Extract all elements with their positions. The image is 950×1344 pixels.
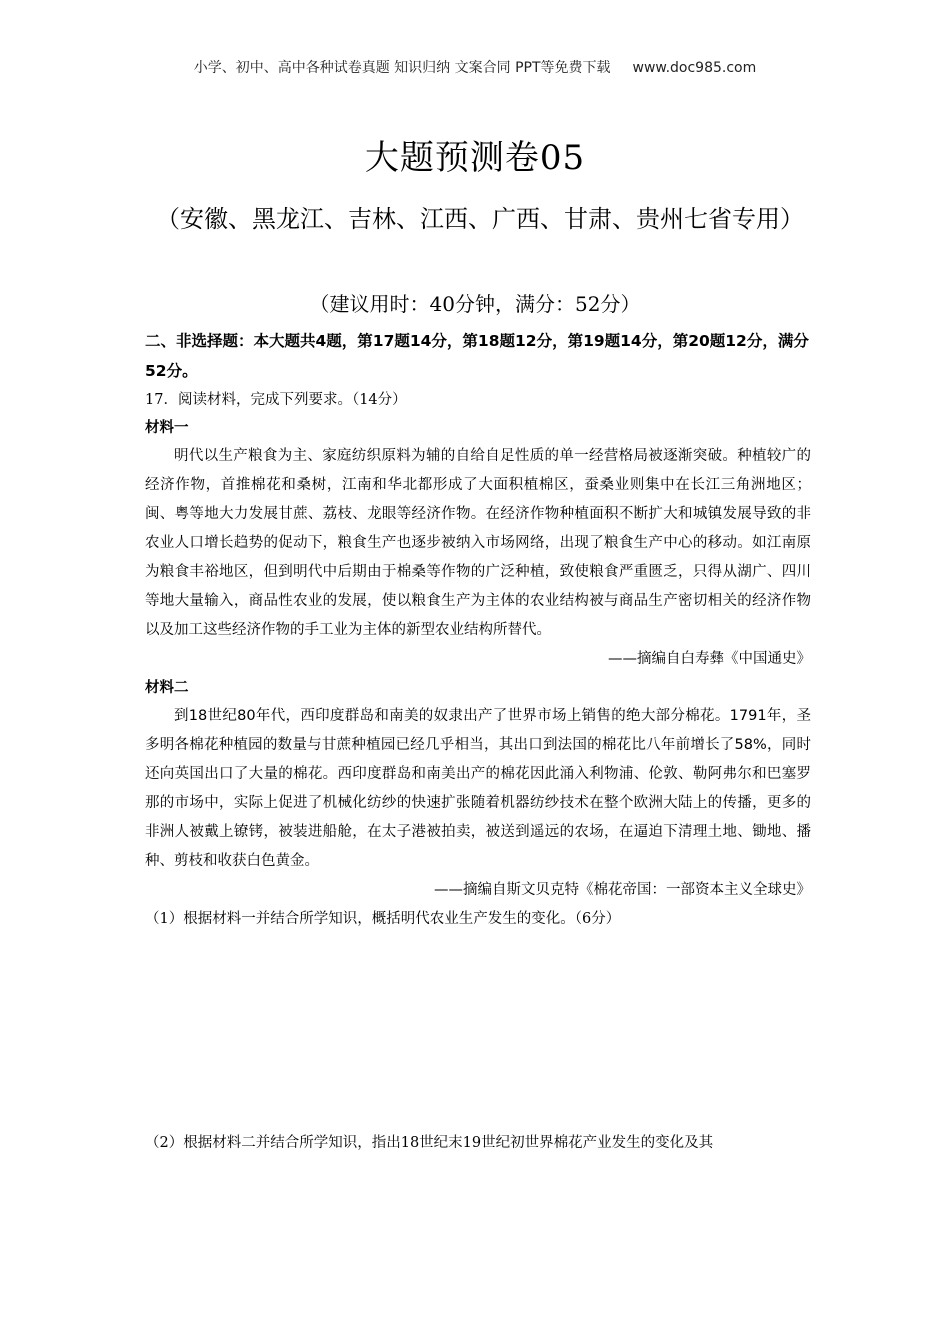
exam-title: 大题预测卷05	[364, 138, 586, 178]
sub-question-1: （1）根据材料一并结合所学知识，概括明代农业生产发生的变化。（6分）	[145, 911, 621, 927]
material-1-label: 材料一	[145, 420, 189, 436]
material-1-source: ——摘编自白寿彝《中国通史》	[608, 651, 811, 667]
header-site-link[interactable]: www.doc985.com	[632, 60, 757, 76]
material-2-text: 到18世纪80年代，西印度群岛和南美的奴隶出产了世界市场上销售的绝大部分棉花。1791年，圣多明各棉花种植园的数量与甘蔗种植园已经几乎相当，其出口到法国的棉花比八年前增长了58%，同时还向英国出口了大量的棉花。西印度群岛和南美出产的棉花因此涌入利物浦、伦敦、勒阿弗尔和巴塞罗那的市场中，实际上促进了机械化纺纱的快速扩张随着机器纺纱技术在整个欧洲大陆上的传播，更多的非洲人被戴上镣铐，被装进船舱，在太子港被拍卖，被送到遥远的农场，在逼迫下清理土地、锄地、播种、剪枝和收获白色黄金。	[145, 708, 811, 869]
page-header	[0, 57, 950, 77]
material-2-label: 材料二	[145, 680, 189, 696]
exam-subtitle: （安徽、黑龙江、吉林、江西、广西、甘肃、贵州七省专用）	[156, 205, 804, 233]
section-heading: 二、非选择题：本大题共4题，第17题14分，第18题12分，第19题14分，第20题12分，满分52分。	[145, 332, 809, 380]
material-1-text: 明代以生产粮食为主、家庭纺织原料为辅的自给自足性质的单一经营格局被逐渐突破。种植较广的经济作物，首推棉花和桑树，江南和华北都形成了大面积植棉区，蚕桑业则集中在长江三角洲地区；闽、粤等地大力发展甘蔗、荔枝、龙眼等经济作物。在经济作物种植面积不断扩大和城镇发展导致的非农业人口增长趋势的促动下，粮食生产也逐步被纳入市场网络，出现了粮食生产中心的移动。如江南原为粮食丰裕地区，但到明代中后期由于棉桑等作物的广泛种植，致使粮食严重匮乏，只得从湖广、四川等地大量输入，商品性农业的发展，使以粮食生产为主体的农业结构被与商品生产密切相关的经济作物以及加工这些经济作物的手工业为主体的新型农业结构所替代。	[145, 448, 811, 638]
exam-content	[145, 326, 811, 1157]
material-2-source: ——摘编自斯文贝克特《棉花帝国：一部资本主义全球史》	[434, 882, 811, 898]
answer-space	[145, 933, 811, 1129]
question-17-intro: 17．阅读材料，完成下列要求。（14分）	[145, 392, 407, 408]
sub-question-2: （2）根据材料二并结合所学知识，指出18世纪末19世纪初世界棉花产业发生的变化及其	[145, 1135, 714, 1151]
time-note: （建议用时：40分钟，满分：52分）	[309, 292, 641, 316]
header-text: 小学、初中、高中各种试卷真题 知识归纳 文案合同 PPT等免费下载	[193, 60, 611, 76]
